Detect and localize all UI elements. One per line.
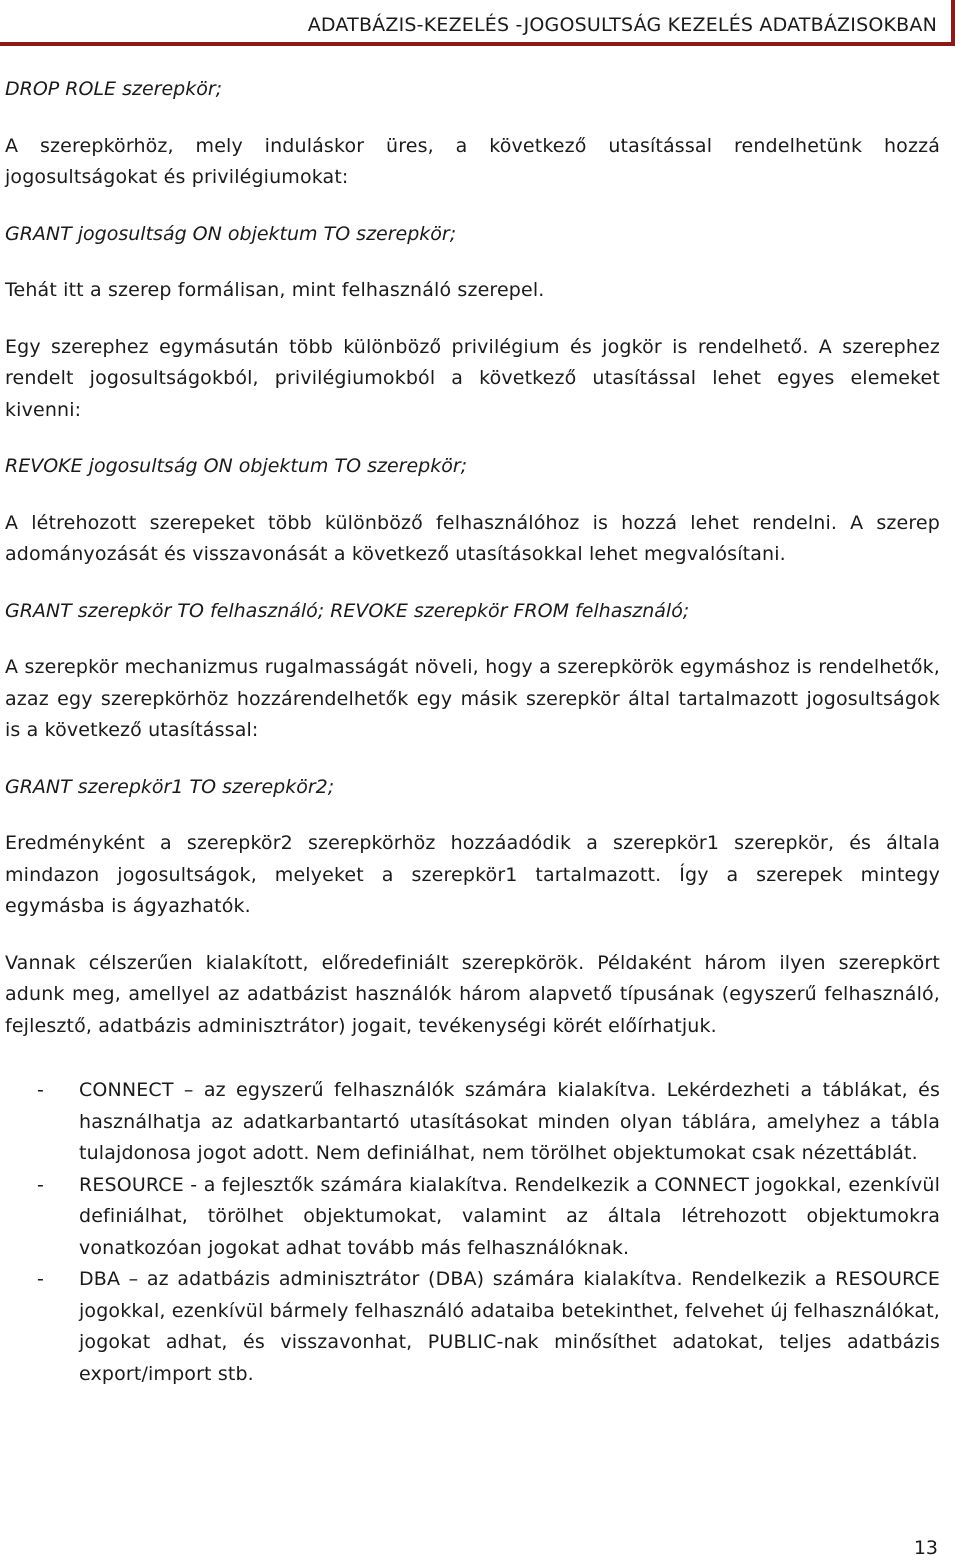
paragraph-revoke-intro: Egy szerephez egymásután több különböző privilégium és jogkör is rendelhető. A szerephez rendelt jogosultságokból, privilégiumokból a következő utasítással lehet egyes elemeket kivenni: [5,335,940,421]
list-dash: - [37,1079,44,1101]
list-dash: - [37,1173,44,1196]
list-item [5,1264,940,1390]
list-item-text: RESOURCE - a fejlesztők számára kialakítva. Rendelkezik a CONNECT jogokkal, ezenkívül definiálhat, törölhet objektumokat, valamint az általa létrehozott objektumokra vonatkozóan jogokat adhat tovább más felhasználóknak. [79,1173,940,1259]
code-revoke-privilege: REVOKE jogosultság ON objektum TO szerepkör; [5,455,468,477]
list-item [5,1170,940,1265]
code-grant-role-to-role: GRANT szerepkör1 TO szerepkör2; [5,775,335,798]
page-header [0,0,955,46]
list-item-text: DBA – az adatbázis adminisztrátor (DBA) számára kialakítva. Rendelkezik a RESOURCE jogokkal, ezenkívül bármely felhasználó adataiba betekinthet, felvehet új felhasználókat, jogokat adhat, és visszavonhat, PUBLIC-nak minősíthet adatokat, teljes adatbázis export/import stb. [79,1268,940,1385]
code-grant-privilege: GRANT jogosultság ON objektum TO szerepkör; [5,222,457,245]
paragraph-grant-intro: A szerepkörhöz, mely induláskor üres, a következő utasítással rendelhetünk hozzá jogosultságokat és privilégiumokat: [5,134,940,188]
paragraph-predefined-roles: Vannak célszerűen kialakított, előredefiniált szerepkörök. Példaként három ilyen szerepkört adunk meg, amellyel az adatbázist használók három alapvető típusának (egyszerű felhasználó, fejlesztő, adatbázis adminisztrátor) jogait, tevékenységi körét előírhatjuk. [5,951,940,1037]
page-number: 13 [913,1537,938,1559]
header-title: ADATBÁZIS-KEZELÉS -JOGOSULTSÁG KEZELÉS ADATBÁZISOKBAN [307,14,937,36]
list-item [5,1075,940,1170]
paragraph-role-assignment: A létrehozott szerepeket több különböző felhasználóhoz is hozzá lehet rendelni. A szerep adományozását és visszavonását a következő utasításokkal lehet megvalósítani. [5,511,940,565]
list-item-text: CONNECT – az egyszerű felhasználók számára kialakítva. Lekérdezheti a táblákat, és használhatja az adatkarbantartó utasításokat minden olyan táblára, amelyhez a tábla tulajdonosa jogot adott. Nem definiálhat, nem törölhet objektumokat csak nézettáblát. [79,1079,940,1164]
code-grant-revoke-role: GRANT szerepkör TO felhasználó; REVOKE szerepkör FROM felhasználó; [5,599,690,622]
list-dash: - [37,1268,44,1290]
code-drop-role: DROP ROLE szerepkör; [5,78,223,100]
paragraph-role-nesting: A szerepkör mechanizmus rugalmasságát növeli, hogy a szerepkörök egymáshoz is rendelhetők, azaz egy szerepkörhöz hozzárendelhetők egy másik szerepkör által tartalmazott jogosultságok is a következő utasítással: [5,656,940,741]
role-list [5,1075,940,1390]
paragraph-result: Eredményként a szerepkör2 szerepkörhöz hozzáadódik a szerepkör1 szerepkör, és általa mindazon jogosultságok, melyeket a szerepkör1 tartalmazott. Így a szerepek mintegy egymásba is ágyazhatók. [5,832,940,917]
document-body [5,74,940,1390]
paragraph-role-as-user: Tehát itt a szerep formálisan, mint felhasználó szerepel. [5,279,545,301]
